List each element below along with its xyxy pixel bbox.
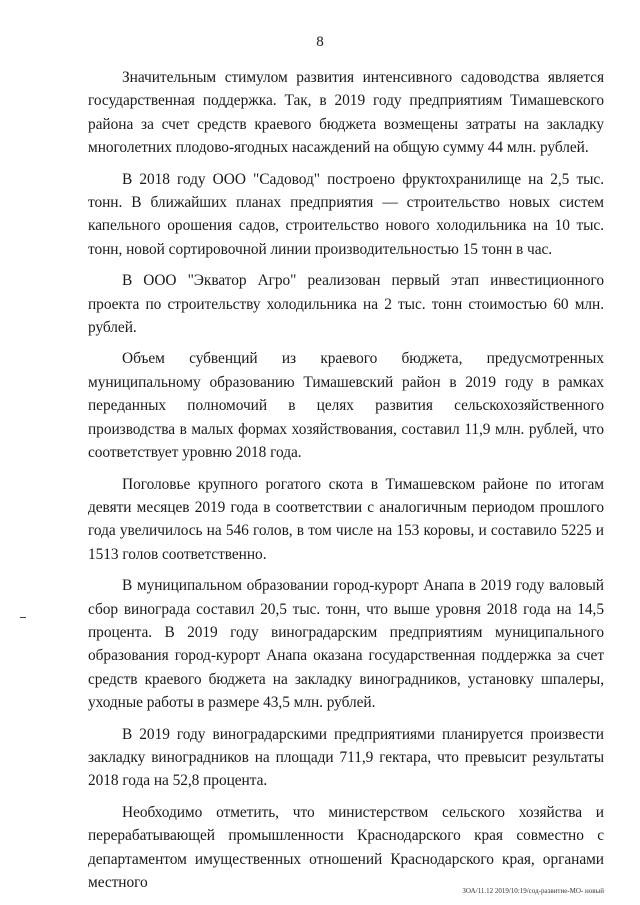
paragraph-5: Поголовье крупного рогатого скота в Тимашевском районе по итогам девяти месяцев 2019 года в соответствии с аналогичным периодом прошлого года увеличилось на 546 голов, в том числе на 153 коровы, и составило 5225 и 1513 голов соответственно. <box>88 475 604 563</box>
footer-stamp: ЗОА/11.12 2019/10:19/сод-развитие-МО- новый <box>462 887 604 895</box>
paragraph-3: В ООО "Экватор Агро" реализован первый этап инвестиционного проекта по строительству холодильника на 2 тыс. тонн стоимостью 60 млн. рублей. <box>88 272 604 337</box>
paragraph-2: В 2018 году ООО "Садовод" построено фруктохранилище на 2,5 тыс. тонн. В ближайших планах предприятия — строительство новых систем капельного орошения садов, строительство нового холодильника на 10 тыс. тонн, новой сортировочной линии производительностью 15 тонн в час. <box>88 170 604 258</box>
document-body <box>88 66 604 902</box>
paragraph-7: В 2019 году виноградарскими предприятиями планируется произвести закладку виноградников на площади 711,9 гектара, что превысит результаты 2018 года на 52,8 процента. <box>88 725 604 790</box>
paragraph-6: В муниципальном образовании город-курорт Анапа в 2019 году валовый сбор винограда составил 20,5 тыс. тонн, что выше уровня 2018 года на 14,5 процента. В 2019 году виноградарским предприятиям муниципального образования город-курорт Анапа оказана государственная поддержка за счет средств краевого бюджета на закладку виноградников, установку шпалеры, уходные работы в размере 43,5 млн. рублей. <box>88 577 604 712</box>
paragraph-1: Значительным стимулом развития интенсивного садоводства является государственная поддержка. Так, в 2019 году предприятиям Тимашевского района за счет средств краевого бюджета возмещены затраты на закладку многолетних плодово-ягодных насаждений на общую сумму 44 млн. рублей. <box>88 69 604 157</box>
page-number: 8 <box>316 34 324 50</box>
paragraph-8: Необходимо отметить, что министерством сельского хозяйства и перерабатывающей промышленности Краснодарского края совместно с департаментом имущественных отношений Краснодарского края, органами местного <box>88 803 604 891</box>
paragraph-4: Объем субвенций из краевого бюджета, предусмотренных муниципальному образованию Тимашевский район в 2019 году в рамках переданных полномочий в целях развития сельскохозяйственного производства в малых формах хозяйствования, составил 11,9 млн. рублей, что соответствует уровню 2018 года. <box>88 350 604 462</box>
margin-mark <box>20 617 26 618</box>
